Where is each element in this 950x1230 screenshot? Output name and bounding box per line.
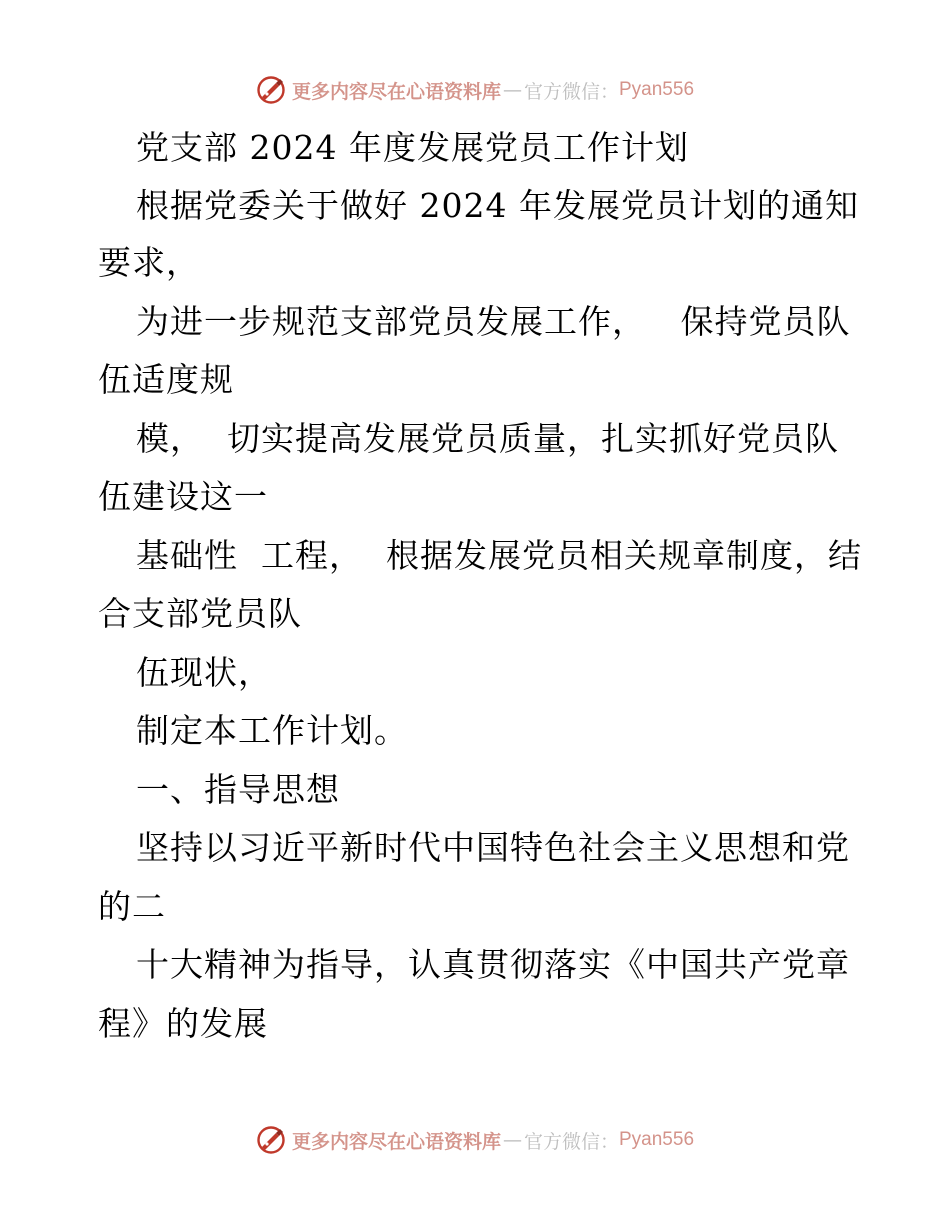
document-line: 坚持以习近平新时代中国特色社会主义思想和党 <box>136 828 850 867</box>
document-line: 要求， <box>98 243 200 282</box>
document-line: 基础性 工程， 根据发展党员相关规章制度，结 <box>136 536 862 575</box>
document-line: 模， 切实提高发展党员质量，扎实抓好党员队 <box>136 419 839 458</box>
document-line: 十大精神为指导，认真贯彻落实《中国共产党章 <box>136 945 850 984</box>
watermark-label: 官方微信： <box>523 80 619 103</box>
document-title: 党支部 2024 年度发展党员工作计划 <box>136 128 689 167</box>
section-heading: 一、指导思想 <box>136 770 340 809</box>
footer-watermark <box>0 1122 950 1158</box>
header-watermark <box>0 72 950 108</box>
pen-logo-icon <box>256 1125 286 1155</box>
watermark-id: Pyan556 <box>619 79 695 100</box>
document-line: 伍现状， <box>136 653 272 692</box>
watermark-label: 官方微信： <box>523 1130 619 1153</box>
document-line: 根据党委关于做好 2024 年发展党员计划的通知 <box>136 186 859 225</box>
document-line: 合支部党员队 <box>98 594 302 633</box>
document-line: 伍适度规 <box>98 360 234 399</box>
document-line: 伍建设这一 <box>98 477 268 516</box>
watermark-brand: 更多内容尽在心语资料库 <box>291 80 501 103</box>
document-line: 程》的发展 <box>98 1004 268 1043</box>
document-line: 的二 <box>98 887 166 926</box>
pen-logo-icon <box>256 75 286 105</box>
watermark-brand: 更多内容尽在心语资料库 <box>291 1130 501 1153</box>
document-line: 为进一步规范支部党员发展工作， 保持党员队 <box>136 302 851 341</box>
watermark-dash: — <box>502 79 522 101</box>
document-line: 制定本工作计划。 <box>136 711 408 750</box>
watermark-id: Pyan556 <box>619 1129 695 1150</box>
watermark-dash: — <box>502 1129 522 1151</box>
